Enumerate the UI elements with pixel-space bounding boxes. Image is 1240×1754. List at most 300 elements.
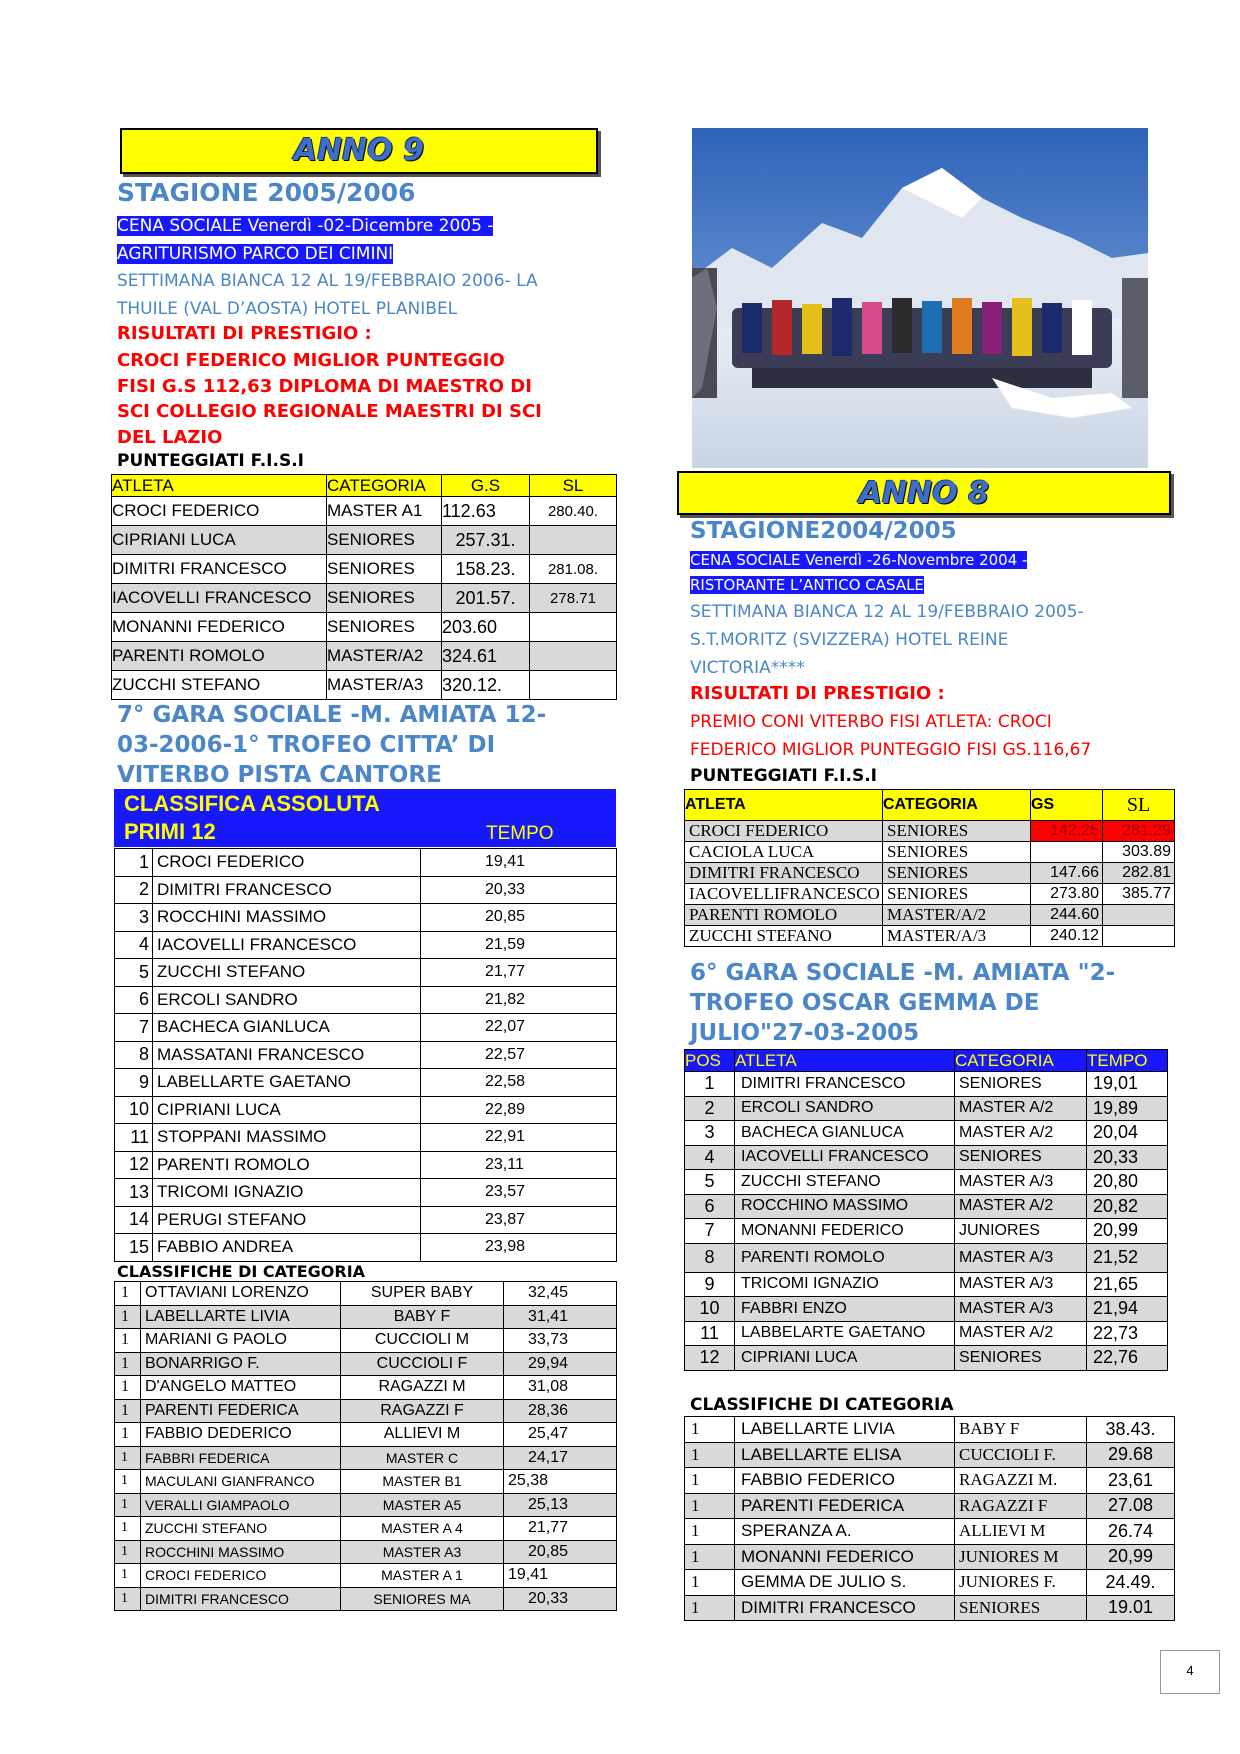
cell-categoria: MASTER A/2 (955, 1096, 1087, 1121)
anno9-punteggiati-title: PUNTEGGIATI F.I.S.I (117, 451, 304, 471)
cell-position: 9 (115, 1069, 153, 1097)
cell-tempo: 25,47 (504, 1423, 617, 1447)
cell-gs: 201.57. (442, 584, 530, 613)
cell-atleta: BACHECA GIANLUCA (735, 1121, 955, 1146)
anno9-classifica-table (114, 848, 617, 1262)
cell-atleta: STOPPANI MASSIMO (153, 1124, 421, 1152)
anno8-gara-line: JULIO"27-03-2005 (690, 1020, 920, 1046)
cell-position: 2 (685, 1096, 735, 1121)
classifica-tempo-label: TEMPO (486, 823, 554, 844)
cell-categoria: MASTER A1 (327, 497, 442, 526)
table-row (685, 1417, 1175, 1443)
col-header-categoria: CATEGORIA (955, 1050, 1087, 1072)
anno8-prestigio-line: PREMIO CONI VITERBO FISI ATLETA: CROCI (690, 712, 1052, 732)
cell-tempo: 31,41 (504, 1305, 617, 1329)
cell-tempo: 20,33 (1087, 1145, 1168, 1170)
cell-position: 6 (685, 1194, 735, 1219)
table-row (685, 1219, 1168, 1244)
cell-position: 1 (115, 1564, 141, 1588)
anno8-cena (690, 548, 1170, 598)
cell-tempo: 23,61 (1087, 1468, 1175, 1494)
cell-position: 9 (685, 1272, 735, 1297)
cell-atleta: ZUCCHI STEFANO (735, 1170, 955, 1195)
anno9-gara-line: 7° GARA SOCIALE -M. AMIATA 12- (117, 702, 547, 728)
cell-sl: 303.89 (1103, 842, 1175, 863)
cell-sl (1103, 905, 1175, 926)
cell-categoria: MASTER A/3 (955, 1297, 1087, 1322)
cell-position: 11 (685, 1321, 735, 1346)
cell-position: 1 (115, 1376, 141, 1400)
anno8-cena-line2: RISTORANTE L’ANTICO CASALE (690, 576, 924, 594)
table-row (115, 1399, 617, 1423)
cell-categoria: MASTER B1 (341, 1470, 504, 1494)
cell-sl: 281.08. (530, 555, 617, 584)
cell-categoria: MASTER/A/3 (883, 926, 1031, 947)
anno8-title: ANNO 8 (858, 476, 990, 511)
cell-atleta: IACOVELLIFRANCESCO (685, 884, 883, 905)
anno9-prestigio-line: DEL LAZIO (117, 426, 223, 448)
cell-atleta: DIMITRI FRANCESCO (153, 876, 421, 904)
cell-position: 11 (115, 1124, 153, 1152)
table-row (115, 1041, 617, 1069)
cell-atleta: IACOVELLI FRANCESCO (735, 1145, 955, 1170)
cell-categoria: SENIORES (955, 1346, 1087, 1371)
cell-gs: 240.12 (1031, 926, 1103, 947)
cell-sl: 280.40. (530, 497, 617, 526)
table-row (685, 1493, 1175, 1519)
cell-position: 1 (115, 1446, 141, 1470)
cell-position: 1 (115, 1540, 141, 1564)
anno8-gara-line: TROFEO OSCAR GEMMA DE (690, 990, 1040, 1016)
cell-position: 1 (115, 1517, 141, 1541)
ski-group-photo-image (692, 128, 1148, 468)
table-row (685, 1170, 1168, 1195)
cell-position: 2 (115, 876, 153, 904)
cell-position: 12 (685, 1346, 735, 1371)
cell-gs: 320.12. (442, 671, 530, 700)
cell-tempo: 26.74 (1087, 1519, 1175, 1545)
cell-atleta: ROCCHINI MASSIMO (141, 1540, 341, 1564)
table-row (685, 1243, 1168, 1272)
cell-tempo: 19.01 (1087, 1595, 1175, 1621)
table-row (112, 671, 617, 700)
cell-categoria: SENIORES (327, 584, 442, 613)
cell-tempo: 22,91 (421, 1124, 617, 1152)
cell-tempo: 21,77 (504, 1517, 617, 1541)
cell-atleta: FABBIO ANDREA (153, 1234, 421, 1262)
cell-atleta: VERALLI GIAMPAOLO (141, 1493, 341, 1517)
cell-atleta: GEMMA DE JULIO S. (735, 1570, 955, 1596)
anno8-punteggiati-table (684, 789, 1175, 947)
cell-categoria: SENIORES (327, 613, 442, 642)
cell-atleta: CROCI FEDERICO (153, 849, 421, 877)
table-row (115, 1376, 617, 1400)
anno8-settimana (690, 598, 1084, 682)
table-row (115, 1587, 617, 1611)
cell-atleta: CROCI FEDERICO (141, 1564, 341, 1588)
table-row (685, 1096, 1168, 1121)
cell-categoria: MASTER A 1 (341, 1564, 504, 1588)
cell-atleta: CACIOLA LUCA (685, 842, 883, 863)
anno8-gara-title (690, 958, 1115, 1048)
cell-tempo: 24.49. (1087, 1570, 1175, 1596)
table-row (115, 1096, 617, 1124)
cell-sl: 282.81 (1103, 863, 1175, 884)
anno8-prestigio-line: FEDERICO MIGLIOR PUNTEGGIO FISI GS.116,67 (690, 740, 1092, 760)
cell-atleta: PARENTI FEDERICA (141, 1399, 341, 1423)
table-row (685, 1442, 1175, 1468)
table-row (685, 1519, 1175, 1545)
cell-tempo: 21,52 (1087, 1243, 1168, 1272)
cell-tempo: 23,11 (421, 1151, 617, 1179)
anno9-cena-line2: AGRITURISMO PARCO DEI CIMINI (117, 244, 394, 264)
cell-atleta: DIMITRI FRANCESCO (685, 863, 883, 884)
anno9-gara-line: VITERBO PISTA CANTORE (117, 762, 442, 788)
cell-tempo: 33,73 (504, 1329, 617, 1353)
cell-atleta: ERCOLI SANDRO (153, 986, 421, 1014)
cell-sl (530, 613, 617, 642)
table-row (112, 642, 617, 671)
table-row (115, 1305, 617, 1329)
anno9-categorie-title: CLASSIFICHE DI CATEGORIA (117, 1262, 366, 1281)
cell-atleta: SPERANZA A. (735, 1519, 955, 1545)
cell-categoria: CUCCIOLI M (341, 1329, 504, 1353)
cell-position: 1 (685, 1544, 735, 1570)
anno9-classifica-header (114, 789, 616, 847)
anno8-categorie-title: CLASSIFICHE DI CATEGORIA (690, 1395, 954, 1415)
table-row (115, 1493, 617, 1517)
table-row (115, 904, 617, 932)
cell-atleta: PARENTI ROMOLO (112, 642, 327, 671)
table-row (115, 1282, 617, 1306)
cell-atleta: MARIANI G PAOLO (141, 1329, 341, 1353)
cell-atleta: BONARRIGO F. (141, 1352, 341, 1376)
cell-position: 5 (685, 1170, 735, 1195)
table-row (685, 1321, 1168, 1346)
cell-categoria: MASTER C (341, 1446, 504, 1470)
cell-sl (530, 671, 617, 700)
cell-atleta: MACULANI GIANFRANCO (141, 1470, 341, 1494)
table-row (685, 842, 1175, 863)
cell-tempo: 19,01 (1087, 1072, 1168, 1097)
anno8-settimana-line: S.T.MORITZ (SVIZZERA) HOTEL REINE (690, 630, 1009, 650)
cell-tempo: 32,45 (504, 1282, 617, 1306)
cell-atleta: ZUCCHI STEFANO (112, 671, 327, 700)
cell-atleta: LABELLARTE ELISA (735, 1442, 955, 1468)
cell-position: 10 (685, 1297, 735, 1322)
cell-tempo: 22,58 (421, 1069, 617, 1097)
cell-atleta: CROCI FEDERICO (112, 497, 327, 526)
cell-tempo: 19,41 (504, 1564, 617, 1588)
cell-categoria: RAGAZZI M (341, 1376, 504, 1400)
cell-categoria: MASTER A/2 (955, 1194, 1087, 1219)
cell-categoria: MASTER A/2 (955, 1321, 1087, 1346)
cell-categoria: MASTER A 4 (341, 1517, 504, 1541)
cell-tempo: 24,17 (504, 1446, 617, 1470)
cell-categoria: MASTER A5 (341, 1493, 504, 1517)
cell-atleta: LABELLARTE LIVIA (141, 1305, 341, 1329)
cell-atleta: TRICOMI IGNAZIO (735, 1272, 955, 1297)
cell-position: 1 (115, 1329, 141, 1353)
cell-categoria: SENIORES (883, 842, 1031, 863)
table-row (115, 849, 617, 877)
table-row (115, 1234, 617, 1262)
table-row (685, 1194, 1168, 1219)
table-row (685, 1297, 1168, 1322)
table-row (685, 821, 1175, 842)
cell-position: 4 (685, 1145, 735, 1170)
cell-atleta: MONANNI FEDERICO (735, 1219, 955, 1244)
cell-categoria: RAGAZZI F (955, 1493, 1087, 1519)
cell-atleta: PARENTI FEDERICA (735, 1493, 955, 1519)
cell-atleta: BACHECA GIANLUCA (153, 1014, 421, 1042)
cell-categoria: MASTER A/3 (955, 1272, 1087, 1297)
cell-tempo: 25,13 (504, 1493, 617, 1517)
cell-atleta: MASSATANI FRANCESCO (153, 1041, 421, 1069)
cell-position: 1 (115, 1587, 141, 1611)
page-number (1160, 1650, 1220, 1694)
table-row (115, 1517, 617, 1541)
cell-categoria: MASTER A/3 (955, 1243, 1087, 1272)
cell-tempo: 23,57 (421, 1179, 617, 1207)
table-row (115, 1540, 617, 1564)
table-row (115, 876, 617, 904)
cell-atleta: PERUGI STEFANO (153, 1206, 421, 1234)
table-row (685, 884, 1175, 905)
table-row (115, 1014, 617, 1042)
cell-sl: 278.71 (530, 584, 617, 613)
cell-atleta: LABBELARTE GAETANO (735, 1321, 955, 1346)
cell-tempo: 23,87 (421, 1206, 617, 1234)
anno9-gara-line: 03-2006-1° TROFEO CITTA’ DI (117, 732, 496, 758)
cell-tempo: 25,38 (504, 1470, 617, 1494)
table-row (685, 1145, 1168, 1170)
cell-tempo: 28,36 (504, 1399, 617, 1423)
col-header-atleta: ATLETA (735, 1050, 955, 1072)
cell-tempo: 21,65 (1087, 1272, 1168, 1297)
cell-atleta: DIMITRI FRANCESCO (141, 1587, 341, 1611)
anno9-settimana-line2: THUILE (VAL D’AOSTA) HOTEL PLANIBEL (117, 299, 458, 319)
cell-tempo: 21,82 (421, 986, 617, 1014)
cell-atleta: TRICOMI IGNAZIO (153, 1179, 421, 1207)
anno9-gara-title (117, 700, 546, 790)
table-row (112, 497, 617, 526)
table-row (115, 1179, 617, 1207)
cell-categoria: JUNIORES F. (955, 1570, 1087, 1596)
cell-atleta: CIPRIANI LUCA (153, 1096, 421, 1124)
cell-gs: 203.60 (442, 613, 530, 642)
table-row (685, 926, 1175, 947)
cell-atleta: FABBIO FEDERICO (735, 1468, 955, 1494)
cell-atleta: PARENTI ROMOLO (735, 1243, 955, 1272)
cell-tempo: 22,89 (421, 1096, 617, 1124)
table-row (685, 863, 1175, 884)
anno9-prestigio-line: CROCI FEDERICO MIGLIOR PUNTEGGIO (117, 350, 505, 371)
table-row (112, 526, 617, 555)
cell-tempo: 22,57 (421, 1041, 617, 1069)
table-row (115, 959, 617, 987)
cell-atleta: CROCI FEDERICO (685, 821, 883, 842)
cell-atleta: ZUCCHI STEFANO (141, 1517, 341, 1541)
cell-position: 1 (115, 1282, 141, 1306)
cell-gs: 158.23. (442, 555, 530, 584)
cell-tempo: 20,99 (1087, 1544, 1175, 1570)
anno9-prestigio-line: SCI COLLEGIO REGIONALE MAESTRI DI SCI (117, 401, 542, 422)
cell-tempo: 20,04 (1087, 1121, 1168, 1146)
anno9-stagione: STAGIONE 2005/2006 (117, 178, 416, 207)
anno9-cena (117, 212, 597, 268)
table-row (115, 1470, 617, 1494)
cell-tempo: 20,80 (1087, 1170, 1168, 1195)
cell-categoria: SENIORES (883, 821, 1031, 842)
cell-position: 8 (115, 1041, 153, 1069)
cell-gs: 257.31. (442, 526, 530, 555)
table-row (685, 1272, 1168, 1297)
cell-categoria: MASTER/A3 (327, 671, 442, 700)
cell-position: 1 (685, 1072, 735, 1097)
anno9-settimana-line1: SETTIMANA BIANCA 12 AL 19/FEBBRAIO 2006- LA (117, 271, 538, 291)
classifica-title-line1: CLASSIFICA ASSOLUTA (124, 791, 380, 816)
table-row (115, 1352, 617, 1376)
anno8-prestigio (690, 708, 1091, 764)
cell-atleta: FABBIO DEDERICO (141, 1423, 341, 1447)
table-row (115, 1329, 617, 1353)
cell-tempo: 31,08 (504, 1376, 617, 1400)
anno8-categorie-table (684, 1416, 1175, 1621)
classifica-title-line2: PRIMI 12 (124, 819, 216, 844)
col-header-gs: G.S (442, 475, 530, 497)
anno9-risultati-title: RISULTATI DI PRESTIGIO : (117, 323, 372, 344)
cell-tempo: 27.08 (1087, 1493, 1175, 1519)
cell-categoria: MASTER/A/2 (883, 905, 1031, 926)
cell-position: 1 (685, 1417, 735, 1443)
cell-tempo: 22,76 (1087, 1346, 1168, 1371)
anno9-prestigio-line: FISI G.S 112,63 DIPLOMA DI MAESTRO DI (117, 375, 532, 397)
table-row (115, 1124, 617, 1152)
cell-position: 1 (115, 1470, 141, 1494)
col-header-atleta: ATLETA (112, 475, 327, 497)
cell-categoria: JUNIORES (955, 1219, 1087, 1244)
anno9-prestigio (117, 348, 542, 450)
cell-categoria: SENIORES (327, 555, 442, 584)
cell-categoria: SENIORES (883, 884, 1031, 905)
cell-categoria: CUCCIOLI F. (955, 1442, 1087, 1468)
cell-position: 1 (685, 1595, 735, 1621)
cell-atleta: LABELLARTE LIVIA (735, 1417, 955, 1443)
cell-categoria: JUNIORES M (955, 1544, 1087, 1570)
anno8-gara-table (684, 1049, 1168, 1371)
cell-gs: 112.63 (442, 497, 530, 526)
anno8-punteggiati-title: PUNTEGGIATI F.I.S.I (690, 766, 877, 786)
cell-tempo: 20,99 (1087, 1219, 1168, 1244)
cell-atleta: CIPRIANI LUCA (735, 1346, 955, 1371)
cell-position: 1 (115, 1493, 141, 1517)
anno8-risultati-title: RISULTATI DI PRESTIGIO : (690, 683, 945, 704)
cell-tempo: 20,33 (421, 876, 617, 904)
table-row (115, 1206, 617, 1234)
anno8-settimana-line: SETTIMANA BIANCA 12 AL 19/FEBBRAIO 2005- (690, 602, 1084, 622)
cell-gs: 142.25 (1031, 821, 1103, 842)
cell-atleta: FABBRI ENZO (735, 1297, 955, 1322)
group-photo-ski (692, 128, 1148, 468)
table-row (685, 1544, 1175, 1570)
cell-tempo: 23,98 (421, 1234, 617, 1262)
cell-position: 5 (115, 959, 153, 987)
cell-tempo: 38.43. (1087, 1417, 1175, 1443)
cell-position: 6 (115, 986, 153, 1014)
col-header-tempo: TEMPO (1087, 1050, 1168, 1072)
anno9-cena-line1: CENA SOCIALE Venerdì -02-Dicembre 2005 - (117, 216, 494, 236)
cell-tempo: 22,07 (421, 1014, 617, 1042)
table-row (115, 1564, 617, 1588)
cell-categoria: MASTER/A2 (327, 642, 442, 671)
cell-atleta: IACOVELLI FRANCESCO (153, 931, 421, 959)
cell-position: 1 (685, 1519, 735, 1545)
cell-atleta: FABBRI FEDERICA (141, 1446, 341, 1470)
cell-atleta: OTTAVIANI LORENZO (141, 1282, 341, 1306)
table-row (112, 613, 617, 642)
cell-tempo: 19,89 (1087, 1096, 1168, 1121)
cell-atleta: DIMITRI FRANCESCO (112, 555, 327, 584)
table-row (685, 1468, 1175, 1494)
col-header-sl: SL (1103, 790, 1175, 821)
cell-position: 1 (115, 1399, 141, 1423)
table-row (685, 1570, 1175, 1596)
col-header-gs: GS (1031, 790, 1103, 821)
cell-categoria: MASTER A/3 (955, 1170, 1087, 1195)
cell-tempo: 29.68 (1087, 1442, 1175, 1468)
page-number-text: 4 (1186, 1663, 1194, 1678)
anno8-settimana-line: VICTORIA**** (690, 658, 805, 678)
cell-sl: 281.29 (1103, 821, 1175, 842)
cell-position: 1 (115, 1423, 141, 1447)
cell-categoria: SUPER BABY (341, 1282, 504, 1306)
cell-categoria: MASTER A/2 (955, 1121, 1087, 1146)
col-header-sl: SL (530, 475, 617, 497)
col-header-categoria: CATEGORIA (883, 790, 1031, 821)
cell-position: 1 (685, 1442, 735, 1468)
cell-categoria: SENIORES (955, 1595, 1087, 1621)
col-header-atleta: ATLETA (685, 790, 883, 821)
cell-atleta: D'ANGELO MATTEO (141, 1376, 341, 1400)
cell-atleta: CIPRIANI LUCA (112, 526, 327, 555)
cell-tempo: 20,85 (421, 904, 617, 932)
cell-gs: 324.61 (442, 642, 530, 671)
cell-tempo: 29,94 (504, 1352, 617, 1376)
table-row (115, 1423, 617, 1447)
cell-position: 1 (115, 1305, 141, 1329)
table-row (685, 1121, 1168, 1146)
cell-atleta: ROCCHINI MASSIMO (153, 904, 421, 932)
cell-gs (1031, 842, 1103, 863)
cell-atleta: MONANNI FEDERICO (112, 613, 327, 642)
table-row (115, 1446, 617, 1470)
anno8-title-box (677, 471, 1171, 515)
anno9-categorie-table (114, 1281, 617, 1611)
anno8-gara-line: 6° GARA SOCIALE -M. AMIATA "2- (690, 960, 1116, 986)
cell-tempo: 19,41 (421, 849, 617, 877)
cell-sl (530, 642, 617, 671)
cell-atleta: LABELLARTE GAETANO (153, 1069, 421, 1097)
anno9-title-box (120, 128, 598, 174)
cell-sl (1103, 926, 1175, 947)
cell-tempo: 21,94 (1087, 1297, 1168, 1322)
cell-categoria: ALLIEVI M (341, 1423, 504, 1447)
cell-categoria: SENIORES (955, 1072, 1087, 1097)
table-row (685, 905, 1175, 926)
cell-atleta: PARENTI ROMOLO (153, 1151, 421, 1179)
anno8-cena-line1: CENA SOCIALE Venerdì -26-Novembre 2004 - (690, 551, 1028, 569)
